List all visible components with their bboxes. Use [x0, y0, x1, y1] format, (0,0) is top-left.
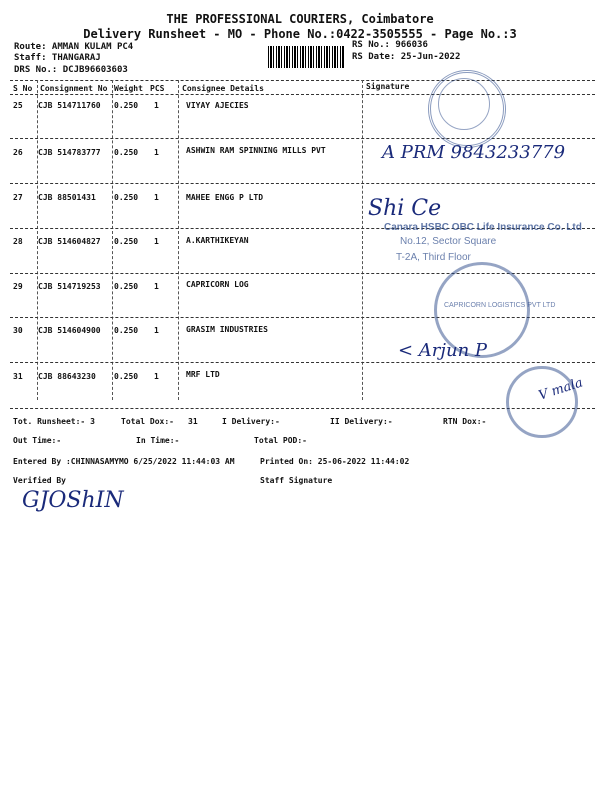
- canara-stamp-text: Canara HSBC OBC Life Insurance Co. Ltd: [384, 222, 582, 233]
- ii-delivery: II Delivery:-: [330, 417, 393, 426]
- canara-stamp-addr2: T-2A, Third Floor: [396, 252, 471, 263]
- i-delivery: I Delivery:-: [222, 417, 280, 426]
- verifier-signature: GJOShIN: [22, 488, 124, 513]
- rs-no: RS No.: 966036: [352, 40, 428, 50]
- col-sep: [112, 80, 113, 400]
- row-consignee: CAPRICORN LOG: [186, 280, 249, 289]
- col-sno: S No: [13, 84, 33, 93]
- row-consignment: CJB 514604827: [38, 237, 101, 246]
- row-sno: 29: [13, 282, 23, 291]
- col-weight: Weight: [114, 84, 143, 93]
- row-consignee: MRF LTD: [186, 370, 220, 379]
- row-pcs: 1: [154, 101, 159, 110]
- verified-by: Verified By: [13, 476, 66, 485]
- row-weight: 0.250: [114, 237, 139, 246]
- col-sep: [362, 80, 363, 400]
- signature-row31: V mala: [536, 375, 585, 404]
- row-pcs: 1: [154, 148, 159, 157]
- row-consignee: A.KARTHIKEYAN: [186, 236, 249, 245]
- row-consignee: ASHWIN RAM SPINNING MILLS PVT: [186, 146, 326, 155]
- signature-row30: < Arjun P: [398, 340, 488, 361]
- row-consignment: CJB 514604900: [38, 326, 101, 335]
- row-weight: 0.250: [114, 101, 139, 110]
- row-sno: 31: [13, 372, 23, 381]
- stamp-inner-ring: [438, 78, 490, 130]
- row-rule: [10, 183, 595, 184]
- col-pcs: PCS: [150, 84, 165, 93]
- col-signature: Signature: [366, 82, 410, 91]
- col-sep: [178, 80, 179, 400]
- row-consignee: VIYAY AJECIES: [186, 101, 249, 110]
- row-pcs: 1: [154, 326, 159, 335]
- row-weight: 0.250: [114, 282, 139, 291]
- row-sno: 25: [13, 101, 23, 110]
- row-weight: 0.250: [114, 148, 139, 157]
- row-rule: [10, 138, 595, 139]
- route-label: Route: AMMAN KULAM PC4: [14, 42, 134, 52]
- row-sno: 30: [13, 326, 23, 335]
- row-pcs: 1: [154, 282, 159, 291]
- row-consignee: MAHEE ENGG P LTD: [186, 193, 264, 202]
- row-sno: 27: [13, 193, 23, 202]
- col-consignment: Consignment No: [40, 84, 108, 93]
- row-consignment: CJB 514783777: [38, 148, 101, 157]
- row-weight: 0.250: [114, 193, 139, 202]
- signature-row27: Shi Ce: [368, 196, 442, 221]
- entered-by: Entered By :CHINNASAMYMO 6/25/2022 11:44:03 AM: [13, 457, 235, 466]
- tot-runsheet: Tot. Runsheet:- 3: [13, 417, 95, 426]
- drs-label: DRS No.: DCJB96603603: [14, 65, 128, 75]
- printed-on: Printed On: 25-06-2022 11:44:02: [260, 457, 410, 466]
- row-consignment: CJB 514711760: [38, 101, 101, 110]
- staff-signature: Staff Signature: [260, 476, 333, 485]
- row-consignment: CJB 88501431: [38, 193, 96, 202]
- in-time: In Time:-: [136, 436, 180, 445]
- total-pod: Total POD:-: [254, 436, 307, 445]
- out-time: Out Time:-: [13, 436, 62, 445]
- company-title: THE PROFESSIONAL COURIERS, Coimbatore: [166, 12, 434, 26]
- row-sno: 28: [13, 237, 23, 246]
- row-consignment: CJB 514719253: [38, 282, 101, 291]
- runsheet-subtitle: Delivery Runsheet - MO - Phone No.:0422-3505555 - Page No.:3: [83, 27, 517, 41]
- row-weight: 0.250: [114, 326, 139, 335]
- rtn-dox: RTN Dox:-: [443, 417, 487, 426]
- row-rule: [10, 362, 595, 363]
- col-consignee: Consignee Details: [182, 84, 264, 93]
- staff-label: Staff: THANGARAJ: [14, 53, 101, 63]
- row-pcs: 1: [154, 193, 159, 202]
- capricorn-stamp-text: CAPRICORN LOGISTICS PVT LTD: [444, 302, 556, 309]
- row-weight: 0.250: [114, 372, 139, 381]
- table-header-rule: [10, 94, 595, 95]
- row-consignee: GRASIM INDUSTRIES: [186, 325, 268, 334]
- canara-stamp-addr1: No.12, Sector Square: [400, 236, 497, 247]
- total-dox-value: 31: [188, 417, 198, 426]
- row-sno: 26: [13, 148, 23, 157]
- row-consignment: CJB 88643230: [38, 372, 96, 381]
- row-pcs: 1: [154, 237, 159, 246]
- total-dox-label: Total Dox:-: [121, 417, 174, 426]
- signature-row26: A PRM 9843233779: [382, 142, 566, 163]
- barcode: [268, 46, 344, 68]
- row-pcs: 1: [154, 372, 159, 381]
- rs-date: RS Date: 25-Jun-2022: [352, 52, 461, 62]
- table-top-rule: [10, 80, 595, 81]
